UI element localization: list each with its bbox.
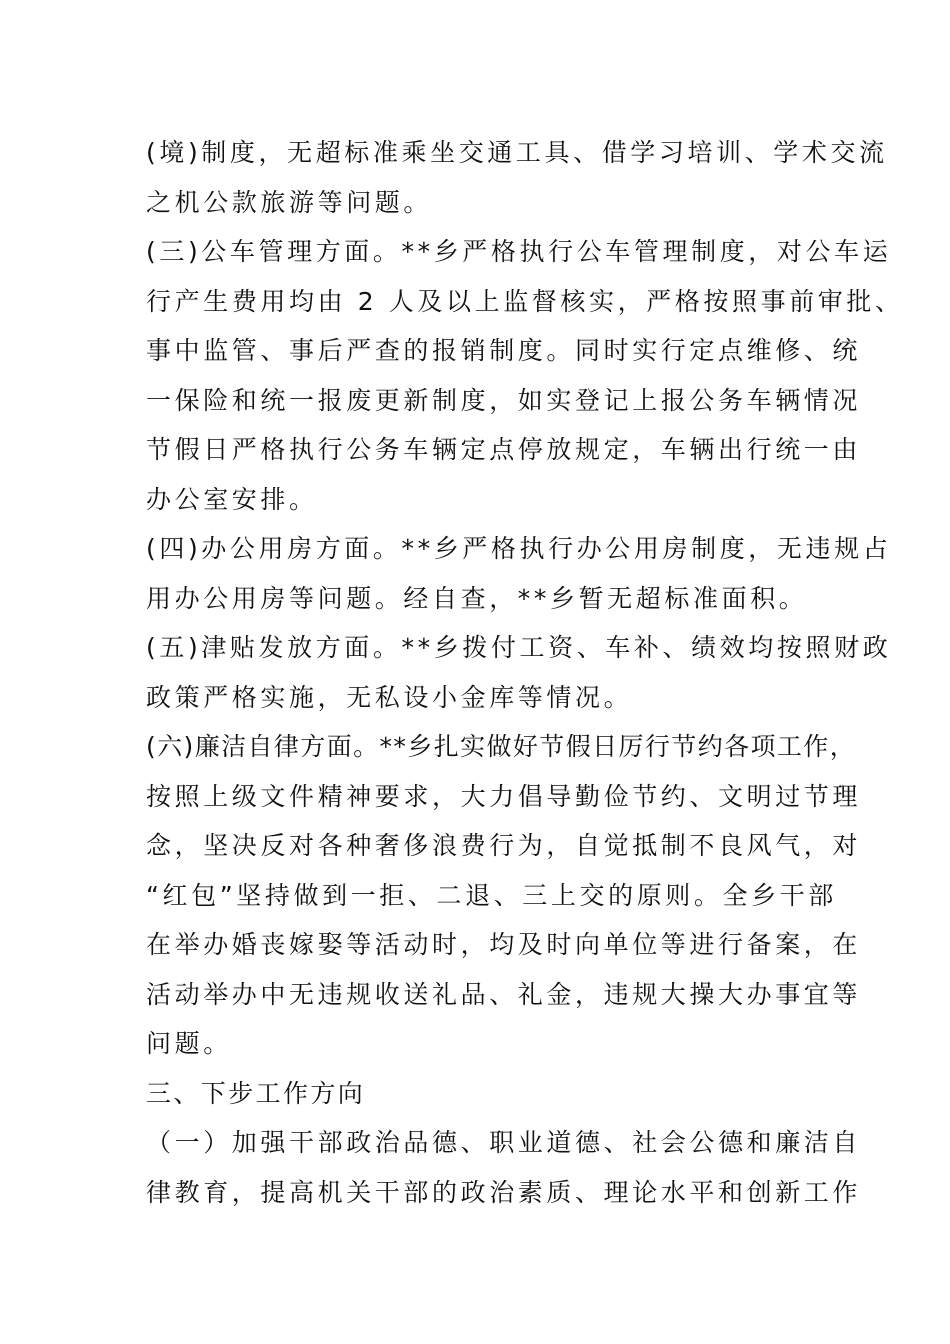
text-line: 律教育，提高机关干部的政治素质、理论水平和创新工作 bbox=[146, 1177, 862, 1207]
text-line: 一保险和统一报废更新制度，如实登记上报公务车辆情况 bbox=[146, 385, 862, 415]
text-line: 在举办婚丧嫁娶等活动时，均及时向单位等进行备案，在 bbox=[146, 930, 862, 959]
text-line: 问题。 bbox=[146, 1029, 232, 1058]
text-line: (四)办公用房方面。**乡严格执行办公用房制度，无违规占 bbox=[146, 534, 892, 563]
document-body bbox=[146, 128, 904, 1217]
text-line: “红包”坚持做到一拒、二退、三上交的原则。全乡干部 bbox=[146, 880, 837, 910]
text-line: 事中监管、事后严查的报销制度。同时实行定点维修、统 bbox=[146, 336, 862, 365]
text-line: (五)津贴发放方面。**乡拨付工资、车补、绩效均按照财政 bbox=[146, 633, 892, 662]
text-line: 政策严格实施，无私设小金库等情况。 bbox=[146, 682, 633, 712]
text-line: (六)廉洁自律方面。**乡扎实做好节假日厉行节约各项工作， bbox=[146, 732, 857, 761]
text-line: 用办公用房等问题。经自查，**乡暂无超标准面积。 bbox=[146, 583, 808, 613]
text-line: 活动举办中无违规收送礼品、礼金，违规大操大办事宜等 bbox=[146, 979, 862, 1009]
text-line: 节假日严格执行公务车辆定点停放规定，车辆出行统一由 bbox=[146, 435, 862, 464]
text-line: 之机公款旅游等问题。 bbox=[146, 187, 433, 217]
text-line: (境)制度，无超标准乘坐交通工具、借学习培训、学术交流 bbox=[146, 138, 888, 167]
text-line: 按照上级文件精神要求，大力倡导勤俭节约、文明过节理 bbox=[146, 781, 862, 811]
text-line: (三)公车管理方面。**乡严格执行公车管理制度，对公车运 bbox=[146, 237, 892, 266]
text-line: 办公室安排。 bbox=[146, 484, 318, 514]
text-line: 行产生费用均由 2 人及以上监督核实，严格按照事前审批、 bbox=[146, 286, 904, 316]
text-line: 念，坚决反对各种奢侈浪费行为，自觉抵制不良风气，对 bbox=[146, 831, 862, 860]
text-line: （一）加强干部政治品德、职业道德、社会公德和廉洁自 bbox=[146, 1128, 862, 1157]
section-heading: 三、下步工作方向 bbox=[146, 1078, 366, 1108]
